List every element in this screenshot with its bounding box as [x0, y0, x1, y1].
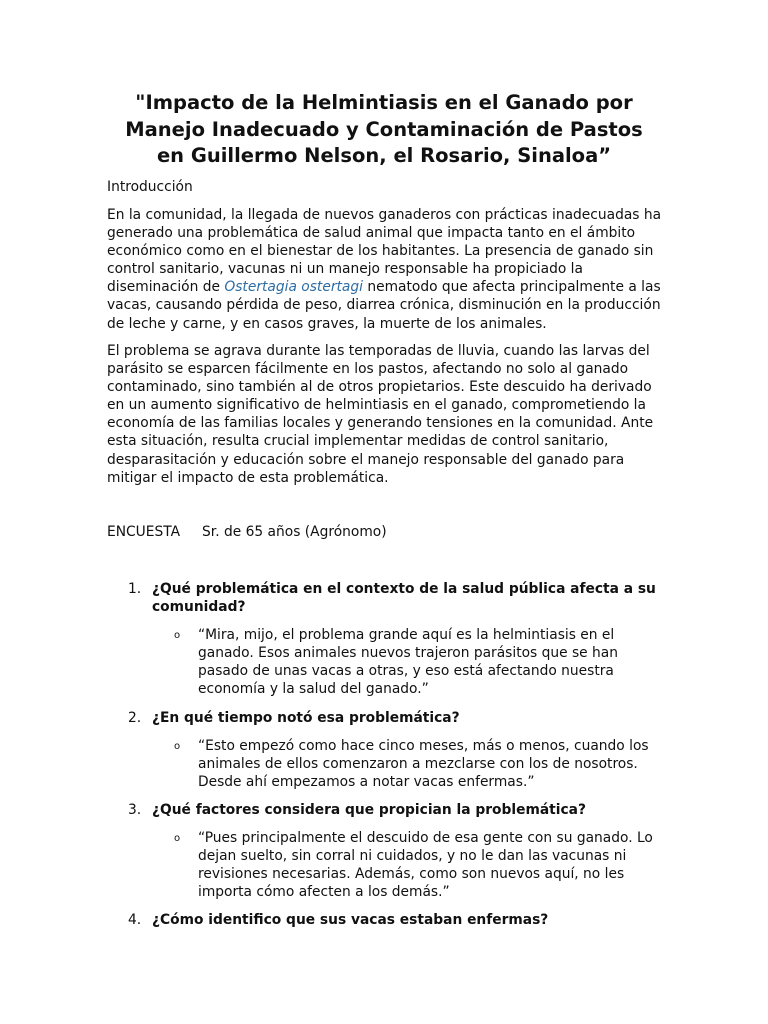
answer-text: “Esto empezó como hace cinco meses, más o menos, cuando los [198, 738, 649, 754]
answer-text: animales de ellos comenzaron a mezclarse con los de nosotros. [198, 756, 638, 773]
paragraph-line: economía de las familias locales y generando tensiones en la comunidad. Ante [107, 415, 654, 432]
paragraph-line: vacas, causando pérdida de peso, diarrea crónica, disminución en la producción [107, 297, 661, 314]
paragraph-line: generado una problemática de salud animal que impacta tanto en el ámbito [107, 225, 636, 242]
bullet-marker: o [174, 833, 181, 844]
paragraph-line: En la comunidad, la llegada de nuevos ganaderos con prácticas inadecuadas ha [107, 207, 662, 223]
question-text: ¿Qué problemática en el contexto de la salud pública afecta a su [152, 581, 656, 597]
document-title [100, 90, 668, 170]
intro-paragraph-1 [107, 206, 667, 333]
line-text-after: nematodo que afecta principalmente a las [362, 279, 661, 296]
paragraph-line: mitigar el impacto de esta problemática. [107, 469, 389, 486]
bullet-marker: o [174, 741, 181, 752]
paragraph-line: en un aumento significativo de helmintiasis en el ganado, comprometiendo la [107, 397, 646, 414]
paragraph-line: desparasitación y educación sobre el manejo responsable del ganado para [107, 451, 625, 468]
question-text: ¿Qué factores considera que propician la problemática? [152, 802, 586, 818]
survey-header [107, 523, 667, 541]
answer-text: dejan suelto, sin corral ni cuidados, y no le dan las vacunas ni [198, 848, 627, 865]
question-number: 2. [128, 710, 142, 726]
title-line: Manejo Inadecuado y Contaminación de Pastos [125, 117, 643, 141]
line-text-before: diseminación de [107, 279, 225, 296]
question-number: 4. [128, 912, 142, 928]
question-text: ¿En qué tiempo notó esa problemática? [152, 710, 460, 726]
paragraph-line: económico como en el bienestar de los habitantes. La presencia de ganado sin [107, 243, 654, 260]
title-line: en Guillermo Nelson, el Rosario, Sinaloa” [156, 144, 612, 167]
paragraph-line: esta situación, resulta crucial implementar medidas de control sanitario, [107, 433, 609, 450]
answer-text: Desde ahí empezamos a notar vacas enfermas.” [198, 774, 535, 791]
answer-text: pasado de unas vacas a otras, y eso está afectando nuestra [198, 663, 614, 680]
question-text: comunidad? [152, 599, 246, 616]
survey-subject: Sr. de 65 años (Agrónomo) [202, 524, 387, 540]
bullet-marker: o [174, 630, 181, 641]
paragraph-line: contaminado, sino también al de otros propietarios. Este descuido ha derivado [107, 379, 652, 396]
paragraph-line: control sanitario, vacunas ni un manejo responsable ha propiciado la [107, 261, 583, 278]
answer-text: “Pues principalmente el descuido de esa gente con su ganado. Lo [198, 830, 653, 846]
survey-label: ENCUESTA [107, 524, 181, 540]
paragraph-line: parásito se esparcen fácilmente en los pastos, afectando no solo al ganado [107, 361, 629, 378]
paragraph-line: El problema se agrava durante las temporadas de lluvia, cuando las larvas del [107, 343, 650, 359]
species-name: Ostertagia ostertagi [224, 279, 363, 296]
paragraph-line: de leche y carne, y en casos graves, la muerte de los animales. [107, 315, 547, 332]
answer-text: economía y la salud del ganado.” [198, 681, 429, 698]
question-text: ¿Cómo identifico que sus vacas estaban enfermas? [152, 912, 549, 928]
answer-text: ganado. Esos animales nuevos trajeron parásitos que se han [198, 645, 619, 662]
intro-paragraph-2 [107, 342, 667, 487]
answer-text: revisiones necesarias. Además, como son nuevos aquí, no les [198, 866, 625, 883]
question-number: 3. [128, 802, 142, 818]
answer-text: importa cómo afecten a los demás.” [198, 884, 450, 901]
intro-heading: Introducción [107, 179, 193, 195]
paragraph-line [107, 278, 667, 296]
answer-text: “Mira, mijo, el problema grande aquí es la helmintiasis en el [198, 627, 615, 643]
title-line: "Impacto de la Helmintiasis en el Ganado por [135, 91, 633, 114]
question-number: 1. [128, 581, 142, 597]
